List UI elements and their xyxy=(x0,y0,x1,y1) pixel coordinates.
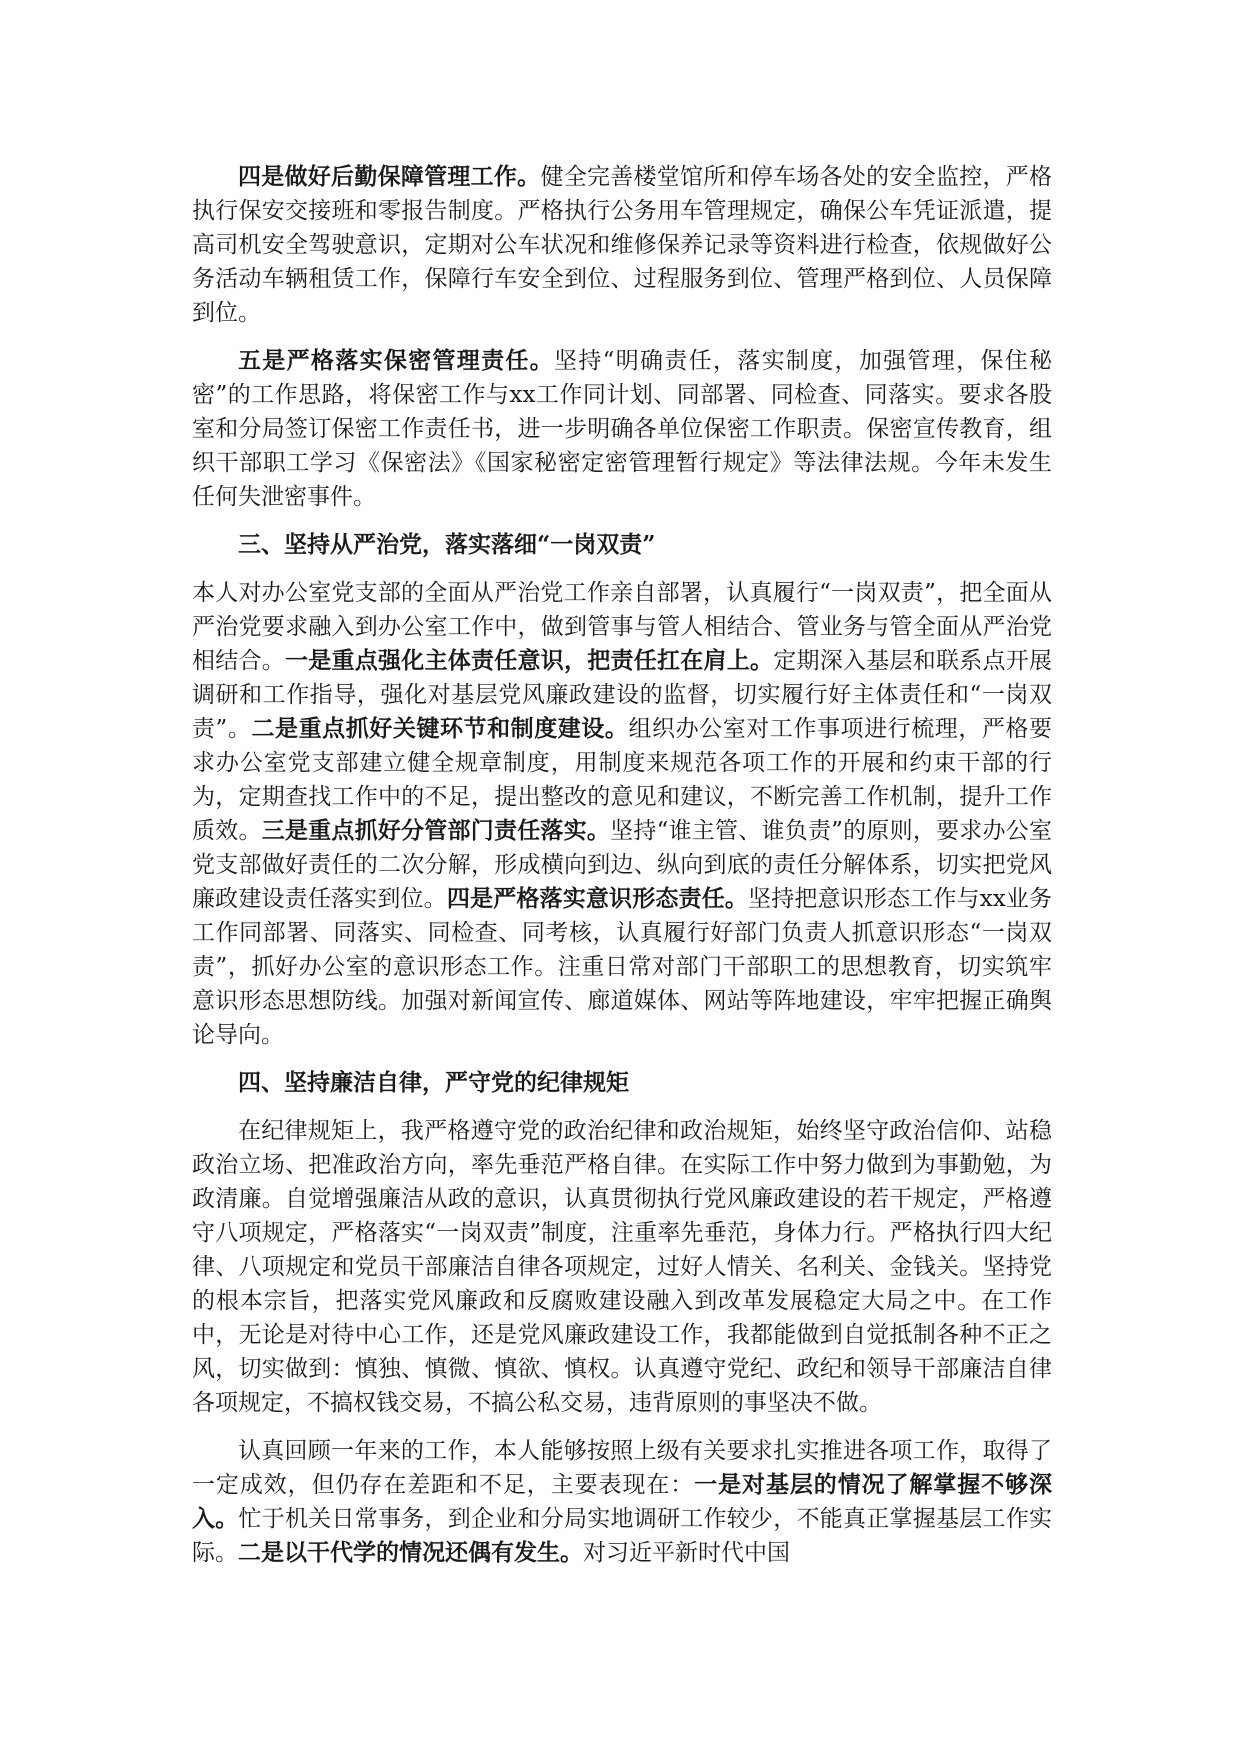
paragraph-lead: 四是做好后勤保障管理工作。 xyxy=(238,163,541,190)
paragraph-point: 四是严格落实意识形态责任。 xyxy=(446,885,749,912)
paragraph-text: 定期深入基层和联系点开展调研和工作指导，强化对基层党风廉政建设的监督，切实履行好主体责任和“一岗双责”。 xyxy=(192,648,1052,742)
paragraph-logistics xyxy=(192,160,1052,330)
paragraph-lead: 五是严格落实保密管理责任。 xyxy=(238,347,555,374)
paragraph-body: 健全完善楼堂馆所和停车场各处的安全监控，严格执行保安交接班和零报告制度。严格执行公务用车管理规定，确保公车凭证派遣，提高司机安全驾驶意识，定期对公车状况和维修保养记录等资料进行检查，依规做好公务活动车辆租赁工作，保障行车安全到位、过程服务到位、管理严格到位、人员保障到位。 xyxy=(192,164,1053,326)
paragraph-text: 本人对办公室党支部的全面从严治党工作亲自部署，认真履行“一岗双责”，把全面从严治党要求融入到办公室工作中，做到管事与管人相结合、管业务与管全面从严治党相结合。 xyxy=(192,580,1052,674)
paragraph-body: 坚持“明确责任，落实制度，加强管理，保住秘密”的工作思路，将保密工作与xx工作同计划、同部署、同检查、同落实。要求各股室和分局签订保密工作责任书，进一步明确各单位保密工作职责。保密宣传教育，组织干部职工学习《保密法》《国家秘密定密管理暂行规定》等法律法规。今年未发生任何失泄密事件。 xyxy=(192,348,1053,510)
paragraph-shortcomings xyxy=(192,1434,1052,1570)
paragraph-party-governance xyxy=(192,576,1052,1052)
paragraph-point: 一是对基层的情况了解掌握不够深入。 xyxy=(192,1471,1053,1532)
paragraph-text: 坚持把意识形态工作与xx业务工作同部署、同落实、同检查、同考核，认真履行好部门负责人抓意识形态“一岗双责”，抓好办公室的意识形态工作。注重日常对部门干部职工的思想教育，切实筑牢意识形态思想防线。加强对新闻宣传、廊道媒体、网站等阵地建设，牢牢把握正确舆论导向。 xyxy=(192,886,1053,1048)
paragraph-text: 坚持“谁主管、谁负责”的原则，要求办公室党支部做好责任的二次分解，形成横向到边、纵向到底的责任分解体系，切实把党风廉政建设责任落实到位。 xyxy=(192,818,1052,912)
paragraph-discipline: 在纪律规矩上，我严格遵守党的政治纪律和政治规矩，始终坚守政治信仰、站稳政治立场、把准政治方向，率先垂范严格自律。在实际工作中努力做到为事勤勉，为政清廉。自觉增强廉洁从政的意识，认真贯彻执行党风廉政建设的若干规定，严格遵守八项规定，严格落实“一岗双责”制度，注重率先垂范，身体力行。严格执行四大纪律、八项规定和党员干部廉洁自律各项规定，过好人情关、名利关、金钱关。坚持党的根本宗旨，把落实党风廉政和反腐败建设融入到改革发展稳定大局之中。在工作中，无论是对待中心工作，还是党风廉政建设工作，我都能做到自觉抵制各种不正之风，切实做到：慎独、慎微、慎欲、慎权。认真遵守党纪、政纪和领导干部廉洁自律各项规定，不搞权钱交易，不搞公私交易，违背原则的事坚决不做。 xyxy=(192,1118,1052,1416)
section-heading-four: 四、坚持廉洁自律，严守党的纪律规矩 xyxy=(238,1069,629,1096)
paragraph-point: 二是重点抓好关键环节和制度建设。 xyxy=(251,715,629,742)
document-page xyxy=(192,160,1052,1570)
paragraph-text: 组织办公室对工作事项进行梳理，严格要求办公室党支部建立健全规章制度，用制度来规范各项工作的开展和约束干部的行为，定期查找工作中的不足，提出整改的意见和建议，不断完善工作机制，提升工作质效。 xyxy=(192,716,1053,844)
paragraph-point: 二是以干代学的情况还偶有发生。 xyxy=(238,1539,583,1566)
paragraph-text: 认真回顾一年来的工作，本人能够按照上级有关要求扎实推进各项工作，取得了一定成效，但仍存在差距和不足，主要表现在： xyxy=(192,1438,1052,1498)
paragraph-text: 忙于机关日常事务，到企业和分局实地调研工作较少，不能真正掌握基层工作实际。 xyxy=(192,1506,1052,1566)
paragraph-point: 一是重点强化主体责任意识，把责任扛在肩上。 xyxy=(285,647,774,674)
section-heading-three: 三、坚持从严治党，落实落细“一岗双责” xyxy=(238,531,656,558)
paragraph-confidentiality xyxy=(192,344,1052,514)
paragraph-point: 三是重点抓好分管部门责任落实。 xyxy=(261,817,611,844)
paragraph-text: 对习近平新时代中国 xyxy=(583,1540,790,1566)
